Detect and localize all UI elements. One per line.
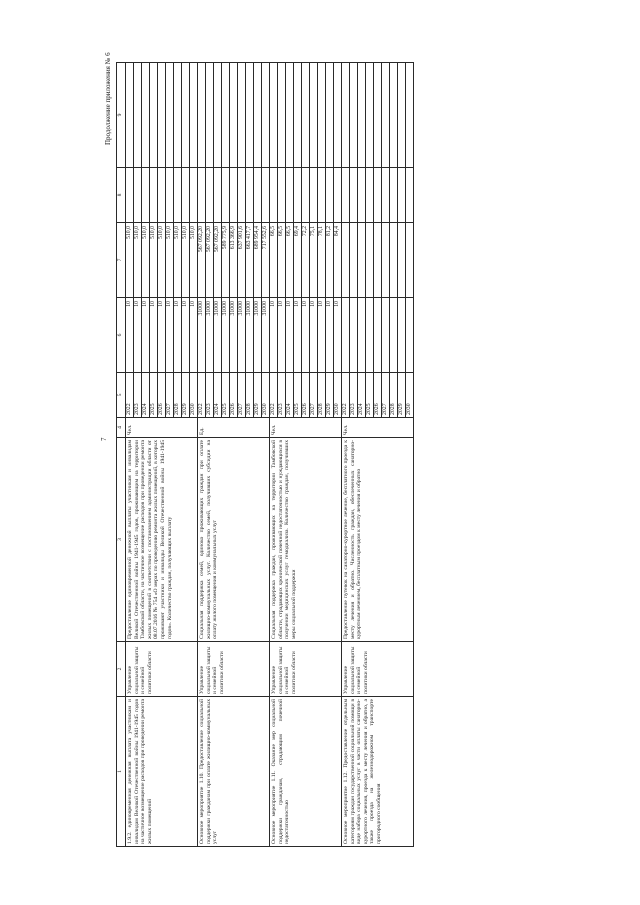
finance-value-cell: 510,0 [158,223,166,298]
target-value-cell: 10 [150,298,158,373]
target-value-cell [374,298,382,373]
finance-value-cell: 510,0 [142,223,150,298]
year-cell: 2025 [366,373,374,418]
column-9-cell [230,63,238,168]
column-8-cell [158,168,166,223]
year-cell: 2028 [246,373,254,418]
year-cell: 2029 [326,373,334,418]
column-9-cell [214,63,222,168]
column-8-cell [238,168,246,223]
column-9-cell [334,63,342,168]
finance-value-cell [374,223,382,298]
column-8-cell [294,168,302,223]
column-9-cell [318,63,326,168]
column-number: 8 [117,168,126,223]
target-value-cell: 31000 [254,298,262,373]
year-cell: 2027 [310,373,318,418]
column-9-cell [222,63,230,168]
column-number-row [117,63,126,847]
column-8-cell [126,168,134,223]
target-value-cell: 31000 [214,298,222,373]
finance-value-cell [406,223,414,298]
column-number: 1 [117,697,126,847]
column-9-cell [254,63,262,168]
table-body [126,63,414,847]
column-8-cell [214,168,222,223]
finance-value-cell: 510,0 [190,223,198,298]
activity-name-cell: Основное мероприятие 1.10. Предоставление социальной поддержки гражданам при оплате жилищно-коммунальных услуг [198,697,270,847]
column-9-cell [382,63,390,168]
year-cell: 2029 [398,373,406,418]
year-cell: 2023 [206,373,214,418]
column-8-cell [302,168,310,223]
finance-value-cell: 78,1 [318,223,326,298]
target-value-cell: 10 [326,298,334,373]
column-9-cell [246,63,254,168]
indicator-cell: Социальная поддержка семей, одиноко проживающих граждан при оплате жилищно-коммунальных услуг. Количество семей, получивших субсидии на оплату жилого помещения и коммунальных услуг [198,438,270,642]
finance-value-cell: 510,0 [166,223,174,298]
finance-value-cell: 510,0 [134,223,142,298]
column-9-cell [390,63,398,168]
column-9-cell [166,63,174,168]
column-9-cell [398,63,406,168]
column-8-cell [230,168,238,223]
column-8-cell [198,168,206,223]
finance-value-cell: 613 366,9 [230,223,238,298]
column-8-cell [150,168,158,223]
target-value-cell: 10 [182,298,190,373]
year-cell: 2029 [182,373,190,418]
column-8-cell [278,168,286,223]
column-8-cell [310,168,318,223]
year-cell: 2024 [142,373,150,418]
column-9-cell [406,63,414,168]
year-cell: 2027 [238,373,246,418]
finance-value-cell: 66,5 [270,223,278,298]
column-8-cell [166,168,174,223]
year-cell: 2028 [390,373,398,418]
column-8-cell [382,168,390,223]
executor-cell: Управление социальной защиты и семейной политики области [198,642,270,697]
target-value-cell [398,298,406,373]
column-9-cell [278,63,286,168]
year-cell: 2022 [270,373,278,418]
column-9-cell [270,63,278,168]
year-cell: 2028 [174,373,182,418]
column-8-cell [366,168,374,223]
column-9-cell [206,63,214,168]
column-8-cell [182,168,190,223]
year-cell: 2030 [262,373,270,418]
indicator-cell: Предоставление путевок на санаторно-курортное лечение, бесплатного проезда к месту лечения и обратно. Численность граждан, обеспеченных санаторно-курортным лечением, бесплатным проездом к месту лечения и обратно [342,438,414,642]
finance-value-cell: 81,2 [326,223,334,298]
target-value-cell: 31000 [222,298,230,373]
column-9-cell [294,63,302,168]
column-9-cell [182,63,190,168]
column-8-cell [318,168,326,223]
column-8-cell [254,168,262,223]
appendix-label: Продолжение приложения № 6 [104,52,112,145]
year-cell: 2027 [166,373,174,418]
target-value-cell: 10 [270,298,278,373]
year-cell: 2025 [222,373,230,418]
page-number: 7 [100,437,108,441]
year-cell: 2026 [230,373,238,418]
column-9-cell [158,63,166,168]
finance-value-cell: 510,0 [150,223,158,298]
column-8-cell [206,168,214,223]
table-row [270,63,278,847]
finance-value-cell: 510,0 [174,223,182,298]
target-value-cell [358,298,366,373]
indicator-cell: Социальная поддержка граждан, проживающих на территории Тамбовской области, страдающих хронической почечной недостаточностью и нуждающихся в получении медицинских услуг гемодиализа. Количество граждан, получивших меры социальной поддержки [270,438,342,642]
column-number: 4 [117,418,126,438]
column-9-cell [342,63,350,168]
target-value-cell [382,298,390,373]
finance-value-cell: 84,4 [334,223,342,298]
finance-value-cell: 567 092,20 [214,223,222,298]
year-cell: 2022 [198,373,206,418]
target-value-cell: 10 [190,298,198,373]
column-8-cell [174,168,182,223]
column-number: 6 [117,298,126,373]
year-cell: 2026 [158,373,166,418]
column-8-cell [190,168,198,223]
finance-value-cell [390,223,398,298]
column-number: 3 [117,438,126,642]
target-value-cell: 10 [134,298,142,373]
year-cell: 2022 [342,373,350,418]
target-value-cell: 31000 [238,298,246,373]
finance-value-cell [358,223,366,298]
finance-value-cell: 66,5 [286,223,294,298]
target-value-cell: 10 [334,298,342,373]
finance-value-cell [382,223,390,298]
target-value-cell: 31000 [198,298,206,373]
column-8-cell [390,168,398,223]
target-value-cell: 10 [158,298,166,373]
finance-value-cell: 510,0 [126,223,134,298]
column-number: 9 [117,63,126,168]
target-value-cell: 31000 [206,298,214,373]
year-cell: 2023 [350,373,358,418]
target-value-cell [406,298,414,373]
column-9-cell [150,63,158,168]
finance-value-cell: 510,0 [182,223,190,298]
activity-name-cell: Основное мероприятие 1.11. Оказание мер социальной поддержки гражданам, страдающим почечной недостаточностью [270,697,342,847]
column-8-cell [262,168,270,223]
year-cell: 2023 [134,373,142,418]
year-cell: 2024 [286,373,294,418]
column-9-cell [262,63,270,168]
finance-value-cell: 75,1 [310,223,318,298]
target-value-cell: 10 [278,298,286,373]
year-cell: 2028 [318,373,326,418]
year-cell: 2024 [358,373,366,418]
column-9-cell [302,63,310,168]
column-9-cell [310,63,318,168]
column-8-cell [342,168,350,223]
year-cell: 2024 [214,373,222,418]
finance-value-cell: 589 775,9 [222,223,230,298]
column-8-cell [142,168,150,223]
finance-value-cell: 69,4 [294,223,302,298]
year-cell: 2027 [382,373,390,418]
finance-value-cell: 66,5 [278,223,286,298]
target-value-cell [366,298,374,373]
executor-cell: Управление социальной защиты и семейной политики области [270,642,342,697]
year-cell: 2025 [294,373,302,418]
column-9-cell [134,63,142,168]
table-row [126,63,134,847]
unit-cell: Чел. [126,418,198,438]
unit-cell: Ед. [198,418,270,438]
year-cell: 2030 [406,373,414,418]
unit-cell: Чел. [270,418,342,438]
column-9-cell [142,63,150,168]
year-cell: 2029 [254,373,262,418]
column-number: 7 [117,223,126,298]
finance-value-cell [366,223,374,298]
target-value-cell: 10 [294,298,302,373]
column-8-cell [286,168,294,223]
finance-value-cell: 637 901,6 [238,223,246,298]
executor-cell: Управление социальной защиты и семейной политики области [342,642,414,697]
target-value-cell: 10 [174,298,182,373]
column-9-cell [326,63,334,168]
target-value-cell [342,298,350,373]
column-8-cell [222,168,230,223]
finance-value-cell [342,223,350,298]
finance-value-cell [350,223,358,298]
activity-name-cell: 1.9.2. единовременная денежная выплата участникам и инвалидам Великой Отечественной войны 1941-1945 годов на частичное возмещение расходов при проведении ремонта жилых помещений [126,697,198,847]
target-value-cell [350,298,358,373]
column-number: 5 [117,373,126,418]
column-number: 2 [117,642,126,697]
column-9-cell [358,63,366,168]
target-value-cell: 10 [166,298,174,373]
column-9-cell [198,63,206,168]
column-9-cell [374,63,382,168]
column-9-cell [174,63,182,168]
indicator-cell: Предоставление единовременной денежной выплаты участникам и инвалидам Великой Отечественной войны 1941-1945 годов, проживающим на территории Тамбовской области, на частичное возмещение расходов при проведении ремонта жилых помещений в соответствии с постановлением администрации области от 08.07.2016 № 754 «О мерах по проведению ремонта жилых помещений, в которых проживают участники и инвалиды Великой Отечественной войны 1941-1945 годов». Количество граждан, получающих выплату [126,438,198,642]
year-cell: 2022 [126,373,134,418]
column-9-cell [238,63,246,168]
target-value-cell: 31000 [262,298,270,373]
target-value-cell: 10 [142,298,150,373]
finance-value-cell: 717 552,6 [262,223,270,298]
column-8-cell [270,168,278,223]
finance-value-cell: 567 092,20 [198,223,206,298]
target-value-cell: 10 [302,298,310,373]
column-8-cell [334,168,342,223]
column-9-cell [126,63,134,168]
finance-value-cell: 689 954,4 [254,223,262,298]
year-cell: 2023 [278,373,286,418]
finance-value-cell: 72,2 [302,223,310,298]
target-value-cell: 10 [310,298,318,373]
column-9-cell [366,63,374,168]
column-8-cell [326,168,334,223]
finance-value-cell [398,223,406,298]
unit-cell: Чел. [342,418,414,438]
target-value-cell: 10 [318,298,326,373]
table-row [198,63,206,847]
target-value-cell: 31000 [230,298,238,373]
column-9-cell [350,63,358,168]
year-cell: 2026 [302,373,310,418]
column-8-cell [246,168,254,223]
column-9-cell [286,63,294,168]
target-value-cell: 10 [286,298,294,373]
target-value-cell: 10 [126,298,134,373]
column-8-cell [398,168,406,223]
program-table [116,62,414,847]
year-cell: 2026 [374,373,382,418]
year-cell: 2025 [150,373,158,418]
column-8-cell [358,168,366,223]
target-value-cell [390,298,398,373]
target-value-cell: 31000 [246,298,254,373]
column-8-cell [134,168,142,223]
year-cell: 2030 [190,373,198,418]
column-8-cell [406,168,414,223]
column-9-cell [190,63,198,168]
activity-name-cell: Основное мероприятие 1.12. Предоставление отдельным категориям граждан государственной социальной помощи в виде набора социальных услуг в части оплаты санаторно-курортного лечения, проезда к месту лечения и обратно, а также проезда на железнодорожном транспорте пригородного сообщения [342,697,414,847]
year-cell: 2030 [334,373,342,418]
column-8-cell [350,168,358,223]
finance-value-cell: 567 092,20 [206,223,214,298]
column-8-cell [374,168,382,223]
table-row [342,63,350,847]
executor-cell: Управление социальной защиты и семейной политики области [126,642,198,697]
finance-value-cell: 663 417,7 [246,223,254,298]
